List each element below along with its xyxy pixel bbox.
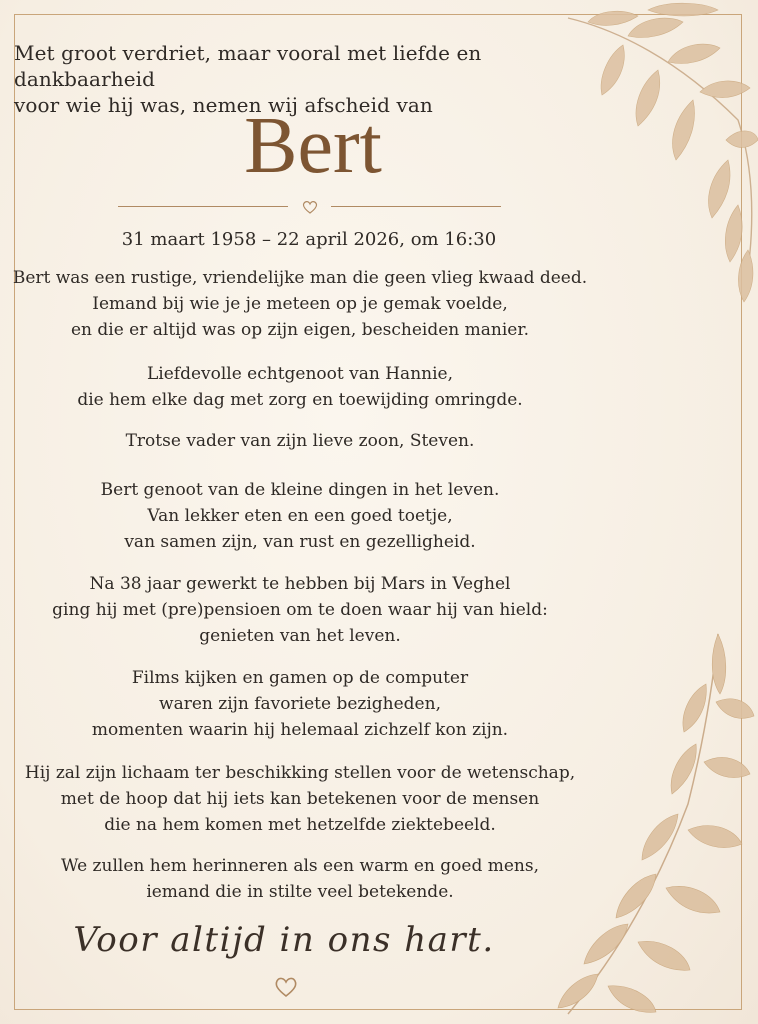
intro-line-2: voor wie hij was, nemen wij afscheid van [14, 93, 433, 117]
paragraph [0, 428, 600, 454]
divider-line-right [331, 206, 501, 207]
paragraph [0, 361, 600, 413]
life-dates: 31 maart 1958 – 22 april 2026, om 16:30 [121, 229, 497, 250]
divider-line-left [118, 206, 288, 207]
paragraph-line: Na 38 jaar gewerkt te hebben bij Mars in Veghel [89, 574, 511, 594]
deceased-name: Bert [244, 102, 382, 190]
paragraph [0, 665, 600, 743]
intro-line-1: Met groot verdriet, maar vooral met liefde en dankbaarheid [14, 41, 482, 91]
paragraph [0, 477, 600, 555]
paragraph-line: We zullen hem herinneren als een warm en goed mens, [61, 856, 539, 876]
paragraph [0, 760, 600, 838]
paragraph-line: Iemand bij wie je je meteen op je gemak voelde, [92, 294, 508, 314]
paragraph [0, 853, 600, 905]
paragraph-line: Van lekker eten en een goed toetje, [147, 506, 453, 526]
paragraph-line: Trotse vader van zijn lieve zoon, Steven. [125, 431, 475, 451]
divider [118, 197, 501, 217]
paragraph-line: en die er altijd was op zijn eigen, bescheiden manier. [70, 320, 530, 340]
paragraph-line: waren zijn favoriete bezigheden, [159, 694, 441, 714]
paragraph-line: Hij zal zijn lichaam ter beschikking stellen voor de wetenschap, [24, 763, 576, 783]
paragraph-line: momenten waarin hij helemaal zichzelf kon zijn. [91, 720, 509, 740]
paragraph-line: ging hij met (pre)pensioen om te doen waar hij van hield: [52, 600, 548, 620]
paragraph-line: die na hem komen met hetzelfde ziektebeeld. [104, 815, 496, 835]
paragraph-line: Films kijken en gamen op de computer [131, 668, 469, 688]
paragraph [0, 571, 600, 649]
heart-icon [273, 975, 299, 999]
paragraph-line: iemand die in stilte veel betekende. [146, 882, 454, 902]
paragraph-line: genieten van het leven. [199, 626, 401, 646]
paragraph-line: van samen zijn, van rust en gezelligheid. [124, 532, 476, 552]
paragraph-line: Bert was een rustige, vriendelijke man die geen vlieg kwaad deed. [12, 268, 588, 288]
paragraph-line: Bert genoot van de kleine dingen in het leven. [100, 480, 500, 500]
paragraph-line: Liefdevolle echtgenoot van Hannie, [146, 364, 453, 384]
paragraph-line: met de hoop dat hij iets kan betekenen voor de mensen [60, 789, 540, 809]
paragraph-line: die hem elke dag met zorg en toewijding omringde. [77, 390, 523, 410]
closing-script: Voor altijd in ons hart. [73, 920, 495, 960]
heart-icon [301, 198, 319, 216]
paragraph [0, 265, 600, 343]
